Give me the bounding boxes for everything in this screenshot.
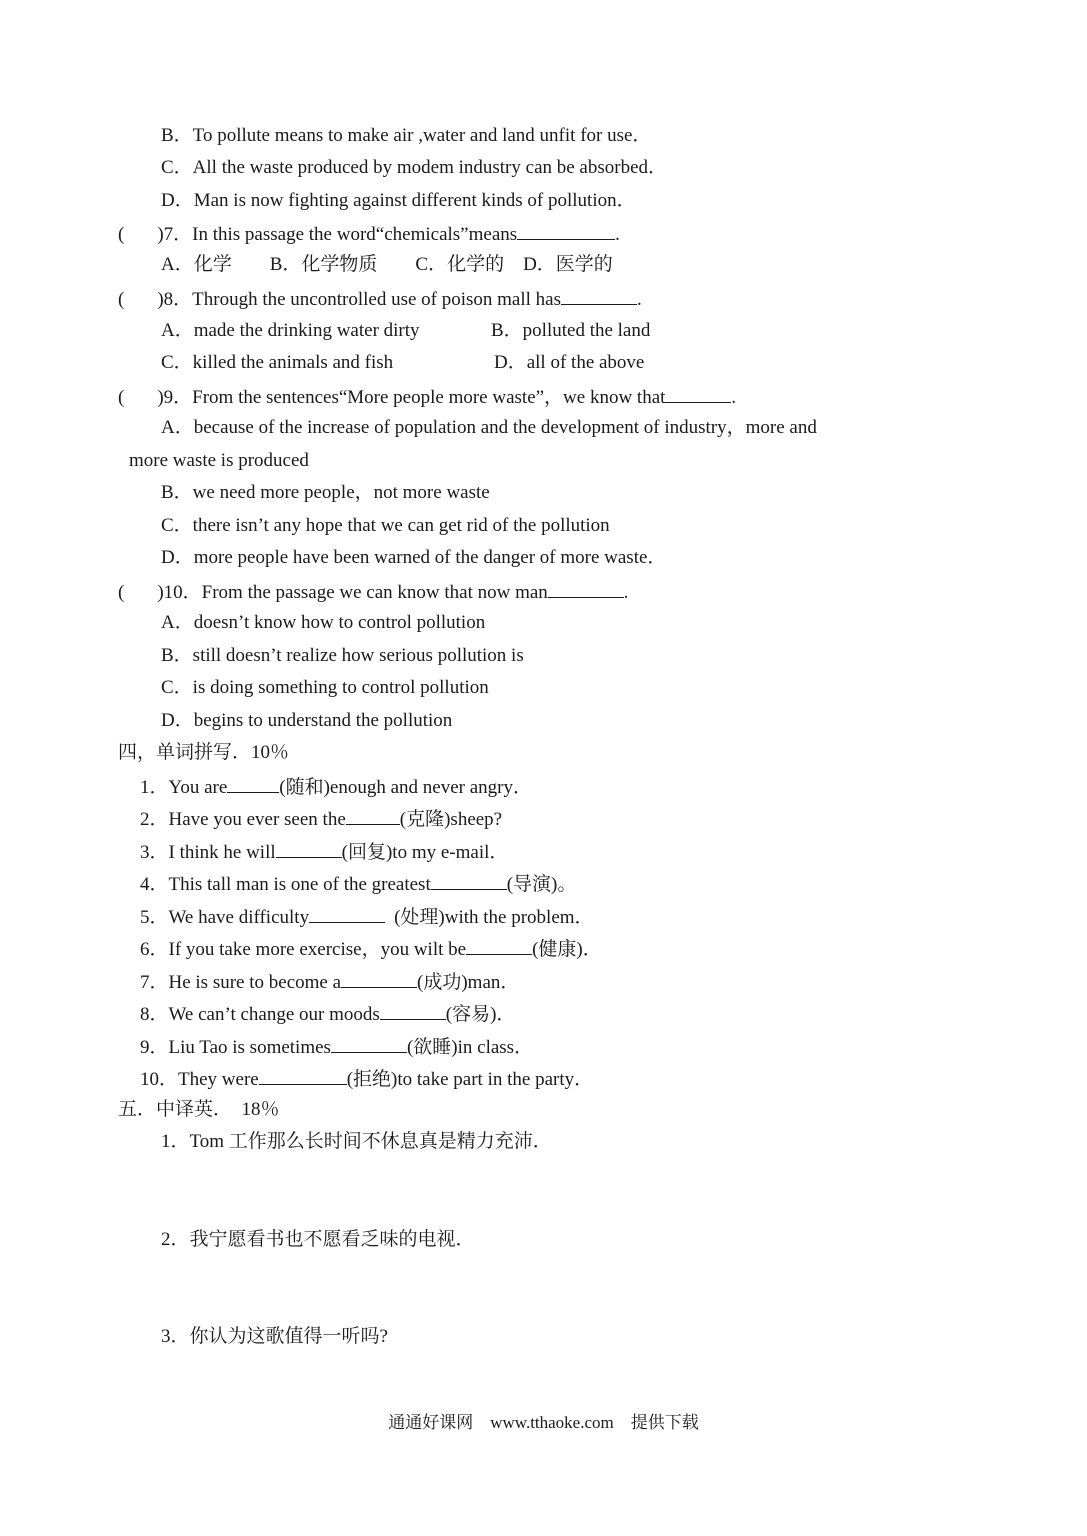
q8-answer-blank[interactable] bbox=[561, 286, 637, 305]
q6-option-d: D．Man is now fighting against different kinds of pollution． bbox=[161, 190, 636, 211]
spelling-blank-7[interactable] bbox=[341, 969, 417, 988]
spelling-item-3: 3．I think he will (回复)to my e-mail． bbox=[140, 839, 508, 865]
q8-option-c: C．killed the animals and fish bbox=[161, 352, 394, 373]
q9-answer-paren[interactable]: ( ) bbox=[118, 387, 164, 408]
spelling-blank-6[interactable] bbox=[466, 936, 532, 955]
translation-item-3: 3．你认为这歌值得一听吗? bbox=[161, 1326, 388, 1347]
section5-heading: 五．中译英． 18％ bbox=[118, 1099, 280, 1120]
q7-answer-blank[interactable] bbox=[517, 221, 615, 240]
spelling-blank-1[interactable] bbox=[227, 774, 279, 793]
q10-answer-blank[interactable] bbox=[548, 579, 624, 598]
q9-option-a-line1: A．because of the increase of population and the development of industry，more and bbox=[161, 417, 817, 438]
q9-option-d: D．more people have been warned of the danger of more waste． bbox=[161, 547, 667, 568]
q10-answer-paren[interactable]: ( ) bbox=[118, 582, 164, 603]
q7-options: A．化学 B．化学物质 C．化学的 D．医学的 bbox=[161, 254, 613, 275]
q7-stem-line: ( )7．In this passage the word“chemicals”means . bbox=[118, 221, 620, 247]
translation-item-2: 2．我宁愿看书也不愿看乏味的电视． bbox=[161, 1229, 475, 1250]
q9-stem: 9．From the sentences“More people more waste”，we know that bbox=[163, 387, 666, 408]
spelling-item-10: 10．They were (拒绝)to take part in the party． bbox=[140, 1066, 593, 1092]
q7-stem: 7．In this passage the word“chemicals”means bbox=[163, 224, 518, 245]
q8-stem-line: ( )8．Through the uncontrolled use of poison mall has . bbox=[118, 286, 642, 312]
q8-answer-paren[interactable]: ( ) bbox=[118, 289, 164, 310]
q6-option-b: B．To pollute means to make air ,water and land unfit for use． bbox=[161, 125, 652, 146]
q10-option-c: C．is doing something to control pollution bbox=[161, 677, 489, 698]
spelling-item-4: 4．This tall man is one of the greatest (导演)。 bbox=[140, 871, 576, 897]
q10-option-a: A．doesn’t know how to control pollution bbox=[161, 612, 486, 633]
spelling-item-7: 7．He is sure to become a (成功)man． bbox=[140, 969, 519, 995]
spelling-blank-4[interactable] bbox=[431, 871, 507, 890]
spelling-item-8: 8．We can’t change our moods (容易)． bbox=[140, 1001, 515, 1027]
section4-heading: 四，单词拼写．10％ bbox=[118, 742, 290, 763]
spelling-blank-9[interactable] bbox=[331, 1034, 407, 1053]
q9-stem-line: ( )9．From the sentences“More people more waste”，we know that . bbox=[118, 384, 736, 410]
q6-option-c: C．All the waste produced by modem industry can be absorbed． bbox=[161, 157, 668, 178]
spelling-blank-5[interactable] bbox=[309, 904, 385, 923]
q9-option-b: B．we need more people，not more waste bbox=[161, 482, 490, 503]
q10-option-d: D．begins to understand the pollution bbox=[161, 710, 453, 731]
q10-stem-line: ( )10．From the passage we can know that now man . bbox=[118, 579, 629, 605]
q10-stem: 10．From the passage we can know that now man bbox=[163, 582, 548, 603]
spelling-item-9: 9．Liu Tao is sometimes (欲睡)in class． bbox=[140, 1034, 533, 1060]
spelling-blank-8[interactable] bbox=[380, 1001, 446, 1020]
spelling-item-1: 1．You are (随和)enough and never angry． bbox=[140, 774, 532, 800]
spelling-item-2: 2．Have you ever seen the (克隆)sheep? bbox=[140, 806, 502, 832]
q9-option-a-line2: more waste is produced bbox=[129, 450, 309, 471]
translation-item-1: 1．Tom 工作那么长时间不休息真是精力充沛． bbox=[161, 1131, 552, 1152]
spelling-item-5: 5．We have difficulty (处理)with the problem． bbox=[140, 904, 594, 930]
q8-option-a: A．made the drinking water dirty bbox=[161, 320, 420, 341]
q10-option-b: B．still doesn’t realize how serious pollution is bbox=[161, 645, 524, 666]
q8-option-b: B．polluted the land bbox=[491, 320, 651, 341]
page-footer: 通通好课网 www.tthaoke.com 提供下载 bbox=[388, 1413, 699, 1432]
spelling-blank-2[interactable] bbox=[346, 806, 400, 825]
spelling-blank-3[interactable] bbox=[276, 839, 342, 858]
q7-answer-paren[interactable]: ( ) bbox=[118, 224, 164, 245]
q9-option-c: C．there isn’t any hope that we can get rid of the pollution bbox=[161, 515, 610, 536]
spelling-blank-10[interactable] bbox=[259, 1066, 347, 1085]
q9-answer-blank[interactable] bbox=[665, 384, 731, 403]
q8-stem: 8．Through the uncontrolled use of poison mall has bbox=[163, 289, 562, 310]
spelling-item-6: 6．If you take more exercise，you wilt be (健康)． bbox=[140, 936, 602, 962]
q8-option-d: D．all of the above bbox=[494, 352, 645, 373]
